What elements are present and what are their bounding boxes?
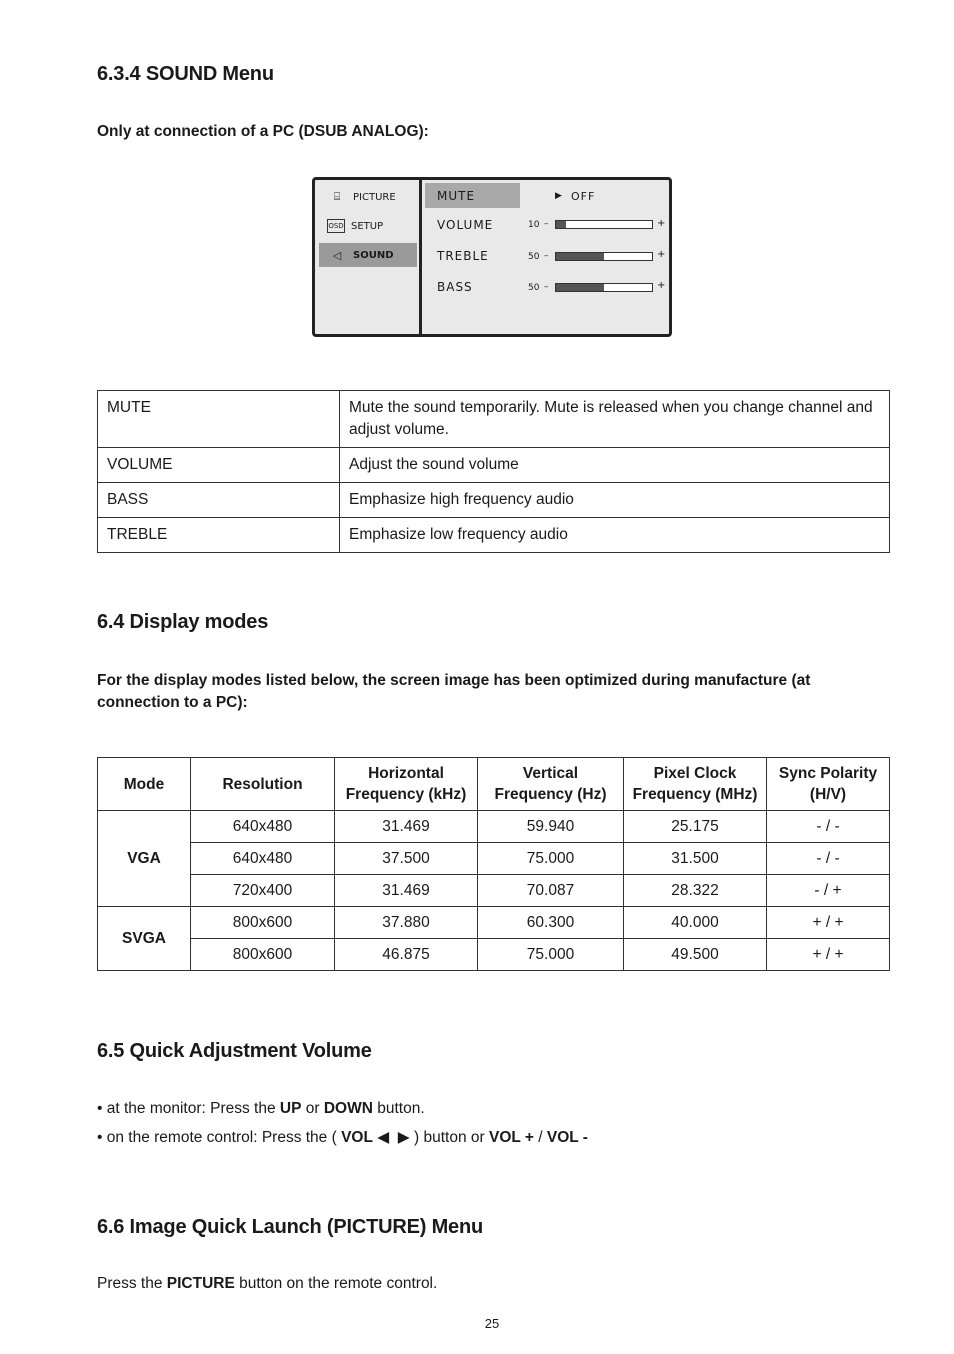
table-row: MUTE Mute the sound temporarily. Mute is released when you change channel and adjust volume.	[98, 391, 890, 448]
table-header-row: Mode Resolution Horizontal Frequency (kHz) Vertical Frequency (Hz) Pixel Clock Frequency (MHz) Sync Polarity (H/V)	[98, 758, 890, 811]
table-row: TREBLE Emphasize low frequency audio	[98, 518, 890, 553]
page-number: 25	[484, 1316, 500, 1331]
osd-menu-sound: ◁ SOUND	[319, 243, 417, 267]
triangle-right-icon: ▶	[397, 1129, 410, 1146]
section-title-quick-volume: 6.5 Quick Adjustment Volume	[97, 1040, 372, 1062]
section-title-sound-menu: 6.3.4 SOUND Menu	[97, 63, 274, 85]
picture-menu-text: Press the PICTURE button on the remote control.	[97, 1275, 438, 1292]
osd-treble-label: TREBLE	[437, 249, 489, 263]
triangle-left-icon: ◀	[372, 1129, 398, 1146]
osd-treble-bar	[555, 252, 653, 261]
osd-bass-bar	[555, 283, 653, 292]
list-item: • on the remote control: Press the ( VOL ◀ ▶ ) button or VOL + / VOL -	[97, 1129, 588, 1146]
display-modes-intro: For the display modes listed below, the screen image has been optimized during manufacture (at connection to a PC):	[97, 672, 811, 711]
list-item: • at the monitor: Press the UP or DOWN button.	[97, 1100, 425, 1117]
osd-volume-value: 10	[528, 220, 540, 230]
table-row: BASS Emphasize high frequency audio	[98, 483, 890, 518]
table-row: SVGA 800x600 37.880 60.300 40.000 + / +	[98, 907, 890, 939]
speaker-icon: ◁	[332, 248, 342, 262]
table-row: 800x600 46.875 75.000 49.500 + / +	[98, 939, 890, 971]
sound-settings-table	[97, 390, 890, 553]
osd-volume-label: VOLUME	[437, 218, 494, 232]
osd-menu-setup: OSD SETUP	[328, 220, 384, 232]
osd-mute-label: MUTE	[437, 189, 476, 203]
osd-treble-value: 50	[528, 252, 540, 262]
sound-menu-intro: Only at connection of a PC (DSUB ANALOG):	[97, 123, 429, 140]
osd-divider	[419, 180, 422, 334]
osd-menu-picture: ⌸ PICTURE	[319, 185, 417, 209]
picture-icon: ⌸	[333, 190, 341, 203]
osd-bass-value: 50	[528, 283, 540, 293]
play-arrow-icon: ▶	[555, 191, 562, 201]
table-row: 640x480 37.500 75.000 31.500 - / -	[98, 843, 890, 875]
osd-bass-label: BASS	[437, 280, 473, 294]
display-modes-table	[97, 757, 890, 971]
section-title-display-modes: 6.4 Display modes	[97, 611, 269, 633]
table-row: VOLUME Adjust the sound volume	[98, 448, 890, 483]
osd-screen: ⌸ PICTURE OSD SETUP ◁ SOUND MUTE ▶ OFF VOLUME 10 – + TREBLE 50 – + BASS 50 – +	[312, 177, 672, 337]
table-row: 720x400 31.469 70.087 28.322 - / +	[98, 875, 890, 907]
section-title-picture-menu: 6.6 Image Quick Launch (PICTURE) Menu	[97, 1216, 483, 1238]
table-row: VGA 640x480 31.469 59.940 25.175 - / -	[98, 811, 890, 843]
osd-mute-value: OFF	[571, 190, 596, 203]
osd-volume-bar	[555, 220, 653, 229]
osd-icon: OSD	[327, 219, 345, 233]
